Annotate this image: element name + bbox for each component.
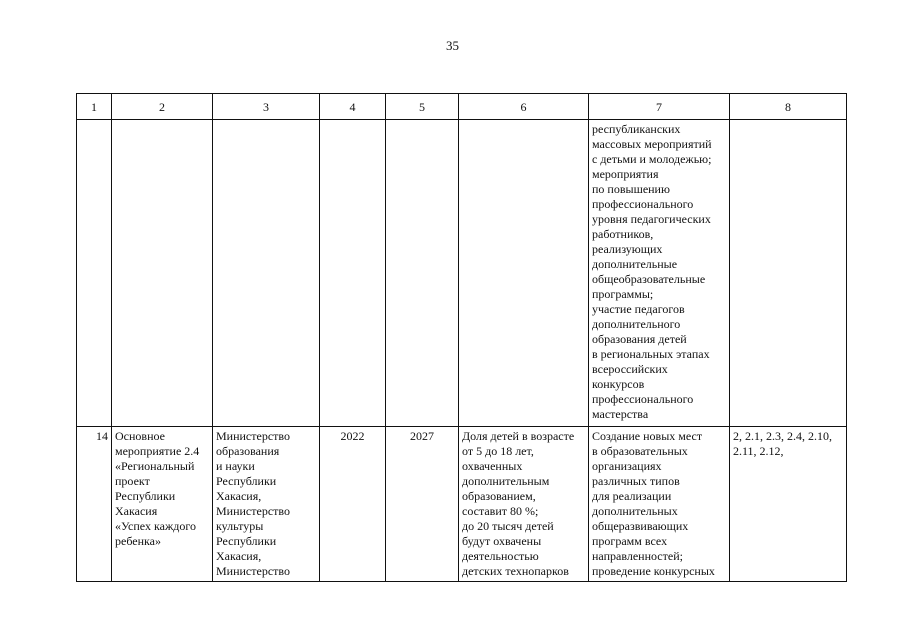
cell-activities-continued: республиканских массовых мероприятий с детьми и молодежью; мероприятия по повышению профессионального уровня педагогических работников, реализующих дополнительные общеобразовательные программы; участие педагогов дополнительного образования детей в региональных этапах всероссийских конкурсов профессионального мастерства [589,120,730,427]
cell-empty [730,120,847,427]
cell-row-number: 14 [77,427,112,582]
cell-activities: Создание новых мест в образовательных организациях различных типов для реализации дополнительных общеразвивающих программ всех направленностей; проведение конкурсных [589,427,730,582]
cell-empty [459,120,589,427]
table-row [77,120,847,427]
header-col-5: 5 [386,94,459,120]
cell-empty [213,120,320,427]
cell-empty [112,120,213,427]
header-col-2: 2 [112,94,213,120]
cell-end-year: 2027 [386,427,459,582]
header-col-4: 4 [320,94,386,120]
header-col-3: 3 [213,94,320,120]
cell-responsible: Министерство образования и науки Республики Хакасия, Министерство культуры Республики Хакасия, Министерство [213,427,320,582]
cell-empty [320,120,386,427]
cell-expected-result: Доля детей в возрасте от 5 до 18 лет, охваченных дополнительным образованием, составит 80 %; до 20 тысяч детей будут охвачены деятельностью детских технопарков [459,427,589,582]
cell-empty [77,120,112,427]
cell-start-year: 2022 [320,427,386,582]
cell-measure-name: Основное мероприятие 2.4 «Региональный проект Республики Хакасия «Успех каждого ребенка» [112,427,213,582]
header-col-1: 1 [77,94,112,120]
header-col-6: 6 [459,94,589,120]
page-number: 35 [446,38,459,53]
cell-indicators: 2, 2.1, 2.3, 2.4, 2.10, 2.11, 2.12, [730,427,847,582]
header-col-8: 8 [730,94,847,120]
cell-empty [386,120,459,427]
header-row [77,94,847,120]
header-col-7: 7 [589,94,730,120]
program-table [76,93,847,582]
table-row [77,427,847,582]
